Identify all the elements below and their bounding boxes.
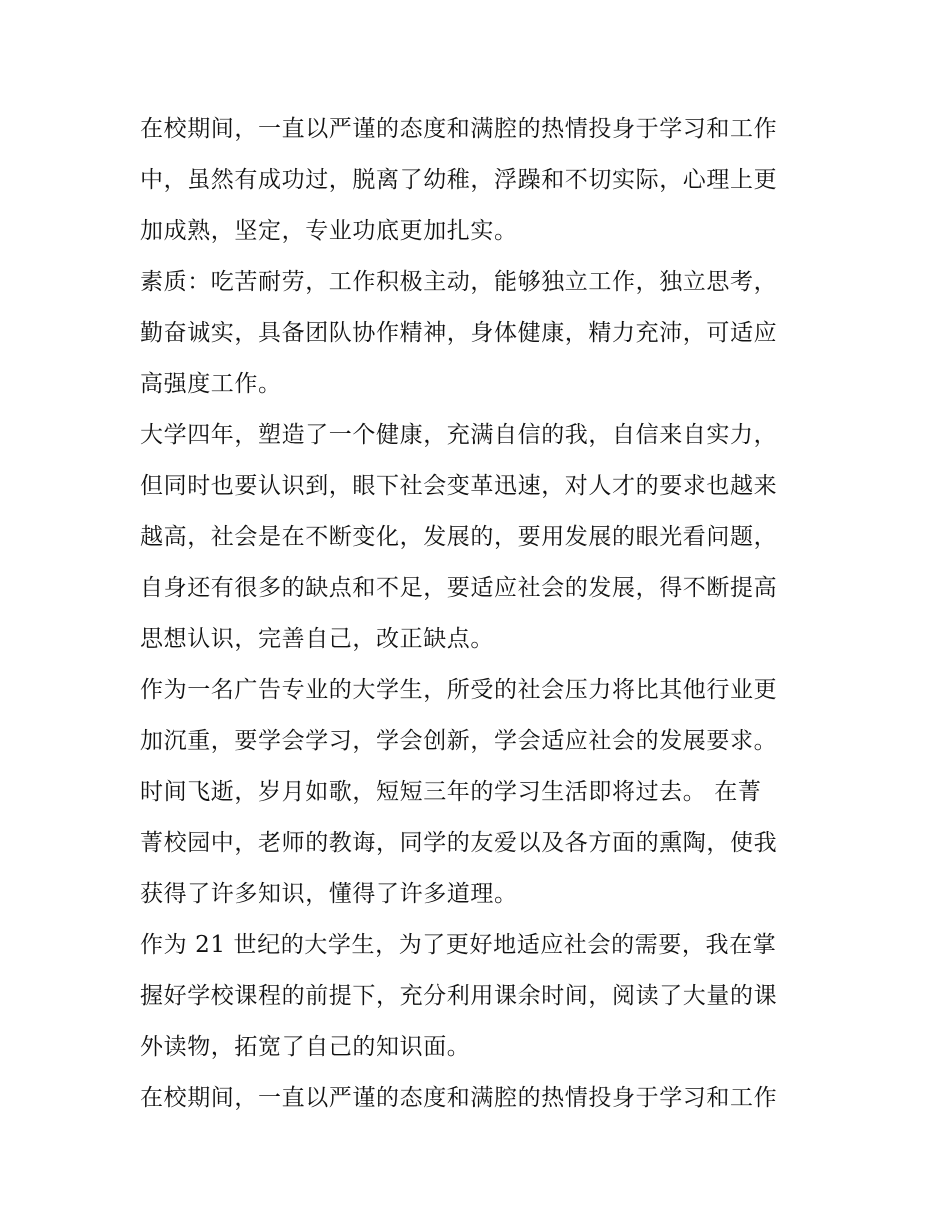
text-line: 握好学校课程的前提下，充分利用课余时间，阅读了大量的课	[140, 983, 778, 1009]
paragraph-1	[140, 104, 815, 257]
text-line: 在校期间，一直以严谨的态度和满腔的热情投身于学习和工作	[140, 116, 778, 142]
text-line: 作为一名广告专业的大学生，所受的社会压力将比其他行业更	[140, 677, 778, 703]
text-line: 时间飞逝，岁月如歌，短短三年的学习生活即将过去。 在菁	[140, 779, 762, 805]
text-line: 思想认识，完善自己，改正缺点。	[140, 626, 494, 652]
text-line: 获得了许多知识，懂得了许多道理。	[140, 881, 518, 907]
text-line: 勤奋诚实，具备团队协作精神，身体健康，精力充沛，可适应	[140, 320, 778, 346]
text-line: 加成熟，坚定，专业功底更加扎实。	[140, 218, 518, 244]
paragraph-7	[140, 1073, 815, 1124]
text-line: 高强度工作。	[140, 371, 282, 397]
text-line: 但同时也要认识到，眼下社会变革迅速，对人才的要求也越来	[140, 473, 778, 499]
paragraph-2	[140, 257, 815, 410]
text-line: 素质：吃苦耐劳，工作积极主动，能够独立工作，独立思考，	[140, 269, 778, 295]
text-line: 外读物，拓宽了自己的知识面。	[140, 1034, 471, 1060]
text-line: 菁校园中，老师的教诲，同学的友爱以及各方面的熏陶，使我	[140, 830, 778, 856]
text-line: 在校期间，一直以严谨的态度和满腔的热情投身于学习和工作	[140, 1085, 778, 1111]
paragraph-6	[140, 920, 815, 1073]
text-line: 作为 21 世纪的大学生，为了更好地适应社会的需要，我在掌	[140, 932, 777, 958]
text-line: 大学四年，塑造了一个健康，充满自信的我，自信来自实力，	[140, 422, 778, 448]
paragraph-4	[140, 665, 815, 767]
text-line: 越高，社会是在不断变化，发展的，要用发展的眼光看问题，	[140, 524, 778, 550]
paragraph-5	[140, 767, 815, 920]
text-line: 中，虽然有成功过，脱离了幼稚，浮躁和不切实际，心理上更	[140, 167, 778, 193]
document-body	[140, 104, 815, 1124]
text-line: 自身还有很多的缺点和不足，要适应社会的发展，得不断提高	[140, 575, 778, 601]
paragraph-3	[140, 410, 815, 665]
text-line: 加沉重，要学会学习，学会创新，学会适应社会的发展要求。	[140, 728, 778, 754]
